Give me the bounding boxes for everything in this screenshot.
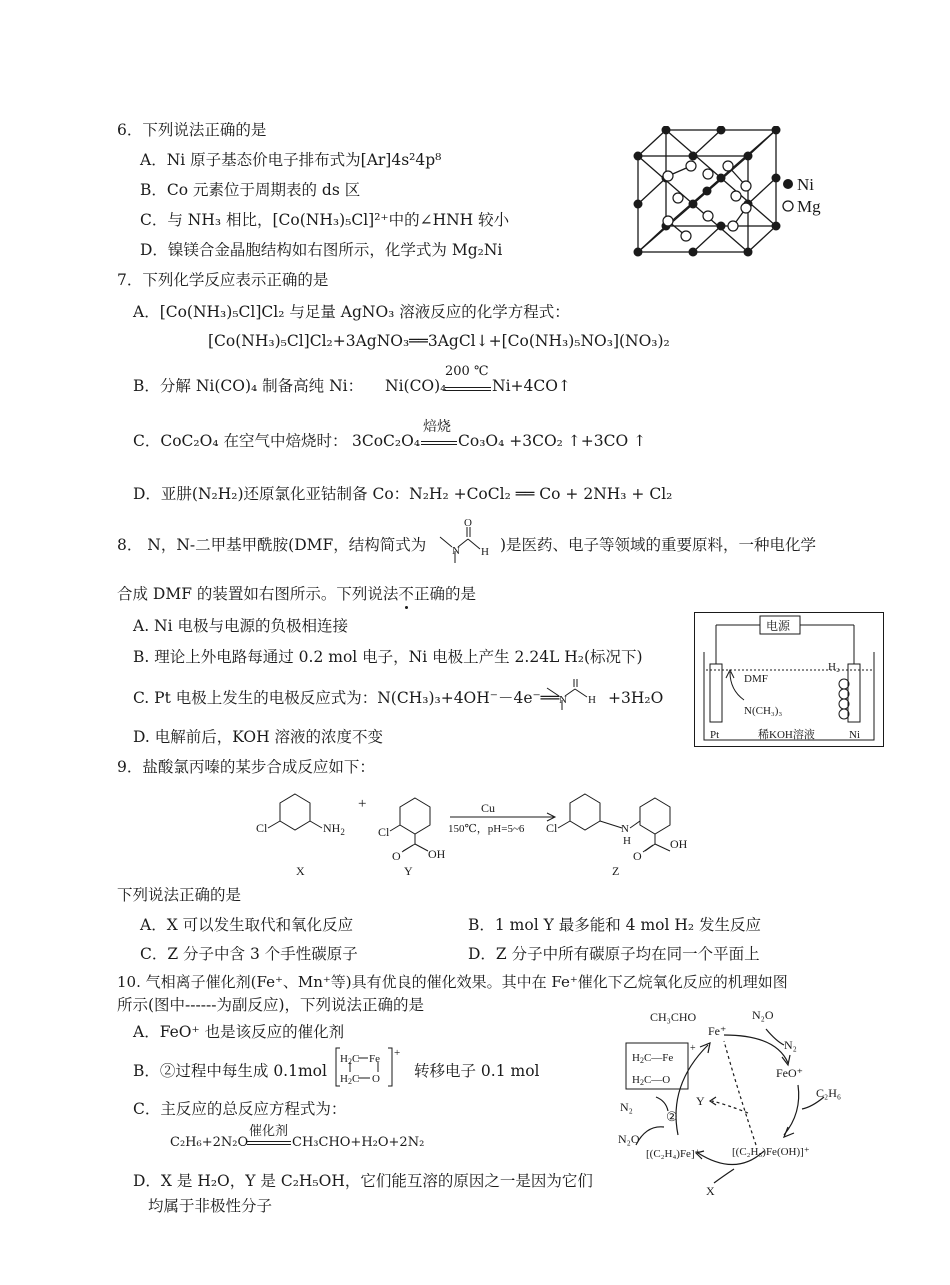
q7-option-d: D．亚肼(N₂H₂)还原氯化亚钴制备 Co：N₂H₂ +CoCl₂ ══ Co + 2NH₃ + Cl₂ xyxy=(133,485,673,503)
q9-option-b: B．1 mol Y 最多能和 4 mol H₂ 发生反应 xyxy=(468,916,762,934)
q7-option-c-arrow xyxy=(421,441,457,445)
q6-option-c: C．与 NH₃ 相比，[Co(NH₃)₅Cl]²⁺中的∠HNH 较小 xyxy=(140,211,510,229)
q8-stem2-post: 正确的是 xyxy=(413,585,476,603)
q8-stem-line2 xyxy=(117,584,476,604)
q8-stem2-pre: 合成 DMF 的装置如右图所示。下列说法 xyxy=(117,585,399,603)
n2-right-label: N₂ xyxy=(784,1038,797,1052)
catalyst-label: Cu xyxy=(481,801,496,815)
c2h5feoh-label: [(C₂H₅)Fe(OH)]⁺ xyxy=(732,1146,810,1158)
svg-text:O: O xyxy=(392,849,401,863)
amine-label: N(CH₃)₃ xyxy=(744,705,783,717)
compound-z-label: Z xyxy=(612,864,620,878)
q10-option-a: A．FeO⁺ 也是该反应的催化剂 xyxy=(133,1023,345,1041)
compound-y-label: Y xyxy=(404,864,413,878)
ch3cho-label: CH₃CHO xyxy=(650,1010,697,1024)
q7-option-b-right: Ni+4CO↑ xyxy=(492,377,571,395)
q10-option-c-condition: 催化剂 xyxy=(249,1124,289,1139)
q7-option-a: A．[Co(NH₃)₅Cl]Cl₂ 与足量 AgNO₃ 溶液反应的化学方程式： xyxy=(133,303,570,321)
q10-option-b: B．②过程中每生成 0.1mol xyxy=(133,1062,327,1080)
step-2-label: ② xyxy=(666,1109,678,1124)
q7-option-b-condition: 200 ℃ xyxy=(445,364,489,379)
svg-text:O: O xyxy=(633,849,642,863)
reaction-condition-label: 150℃，pH=5~6 xyxy=(448,823,525,835)
q6-stem: 6．下列说法正确的是 xyxy=(117,121,267,139)
svg-text:OH: OH xyxy=(670,837,688,851)
q9-sub-stem: 下列说法正确的是 xyxy=(117,886,242,904)
q6-option-d: D．镍镁合金晶胞结构如右图所示，化学式为 Mg₂Ni xyxy=(140,241,503,259)
q7-stem: 7．下列化学反应表示正确的是 xyxy=(117,271,329,289)
x-label: X xyxy=(706,1184,715,1198)
svg-text:OH: OH xyxy=(428,847,446,861)
q8-option-a: A. Ni 电极与电源的负极相连接 xyxy=(133,617,348,635)
dmf-structure-inline xyxy=(438,515,504,567)
svg-text:H: H xyxy=(481,546,489,558)
feo-ion-label: FeO⁺ xyxy=(776,1066,803,1080)
q6-option-a: A．Ni 原子基态价电子排布式为[Ar]4s²4p⁸ xyxy=(140,151,442,169)
svg-text:Fe: Fe xyxy=(369,1053,380,1065)
q7-option-b-arrow xyxy=(445,387,491,391)
c2h4fe-label: [(C₂H₄)Fe]⁺ xyxy=(646,1148,701,1160)
h2-label: H₂ xyxy=(828,661,840,673)
svg-text:+: + xyxy=(690,1043,696,1054)
q10-option-c-arrow xyxy=(247,1141,291,1145)
n2-left-label: N₂ xyxy=(620,1100,633,1114)
fe-ion-label: Fe⁺ xyxy=(708,1024,727,1038)
q8-option-d: D. 电解前后，KOH 溶液的浓度不变 xyxy=(133,728,384,746)
q8-stem2-emphasis: 不 xyxy=(398,585,414,603)
q9-option-d: D．Z 分子中所有碳原子均在同一个平面上 xyxy=(468,945,760,963)
svg-text:N: N xyxy=(452,545,460,557)
legend-mg-label: Mg xyxy=(797,197,821,216)
q8-stem: 8． N，N-二甲基甲酰胺(DMF，结构简式为 xyxy=(117,536,427,554)
q7-option-c-right: Co₃O₄ +3CO₂ ↑+3CO ↑ xyxy=(458,432,647,450)
crystal-cell-figure xyxy=(628,126,843,260)
metallacycle-structure-inline xyxy=(332,1044,404,1090)
q10-stem-line1: 10. 气相离子催化剂(Fe⁺、Mn⁺等)具有优良的催化效果。其中在 Fe⁺催化下乙烷氧化反应的机理如图 xyxy=(117,973,788,991)
svg-text:H: H xyxy=(623,835,631,847)
dmf-structure-option-c xyxy=(545,674,609,714)
q10-option-c-right: CH₃CHO+H₂O+2N₂ xyxy=(292,1135,425,1150)
q7-option-c-condition: 焙烧 xyxy=(423,419,451,435)
q10-option-c-left: C₂H₆+2N₂O xyxy=(170,1135,249,1150)
q7-option-b: B．分解 Ni(CO)₄ 制备高纯 Ni： xyxy=(133,377,364,395)
svg-text:NH2: $NH_2$ xyxy=(323,821,345,837)
n2o-top-label: N₂O xyxy=(752,1008,774,1022)
q10-option-d-line1: D．X 是 H₂O，Y 是 C₂H₅OH，它们能互溶的原因之一是因为它们 xyxy=(133,1172,593,1190)
svg-text:H2C—O: H2C—O xyxy=(632,1074,671,1087)
compound-x-label: X xyxy=(296,864,305,878)
svg-text:Cl: Cl xyxy=(256,821,268,835)
catalytic-cycle-figure xyxy=(616,1005,856,1205)
c2h6-label: C₂H₆ xyxy=(816,1086,842,1100)
n2o-left-label: N₂O xyxy=(618,1132,640,1146)
q9-option-a: A．X 可以发生取代和氧化反应 xyxy=(140,916,354,934)
q8-option-c: C. Pt 电极上发生的电极反应式为：N(CH₃)₃+4OH⁻－4e⁻══ xyxy=(133,689,560,707)
svg-text:O: O xyxy=(464,517,472,529)
svg-text:N: N xyxy=(559,694,567,706)
synthesis-scheme-figure xyxy=(250,784,710,884)
legend-ni-label: Ni xyxy=(797,175,814,194)
svg-text:Cl: Cl xyxy=(546,821,558,835)
q7-option-a-equation: [Co(NH₃)₅Cl]Cl₂+3AgNO₃══3AgCl↓+[Co(NH₃)₅NO₃](NO₃)₂ xyxy=(208,332,670,350)
q8-stem-continued: )是医药、电子等领域的重要原料，一种电化学 xyxy=(500,536,817,554)
dmf-label: DMF xyxy=(744,673,768,685)
power-source-label: 电源 xyxy=(766,619,791,633)
q10-option-d-line2: 均属于非极性分子 xyxy=(148,1197,273,1215)
ni-electrode-label: Ni xyxy=(849,729,860,741)
svg-text:+: + xyxy=(394,1047,401,1059)
pt-electrode-label: Pt xyxy=(710,729,720,741)
y-label: Y xyxy=(696,1094,705,1108)
svg-text:N: N xyxy=(621,823,629,835)
q7-option-c-left: 3CoC₂O₄ xyxy=(352,432,421,450)
q10-option-b-tail: 转移电子 0.1 mol xyxy=(414,1062,540,1080)
svg-text:H2C: H2C xyxy=(340,1073,360,1086)
q9-option-c: C．Z 分子中含 3 个手性碳原子 xyxy=(140,945,358,963)
svg-text:H: H xyxy=(588,694,596,706)
q9-stem: 9．盐酸氯丙嗪的某步合成反应如下： xyxy=(117,758,375,776)
svg-text:H2C—Fe: H2C—Fe xyxy=(632,1052,674,1065)
q6-option-b: B．Co 元素位于周期表的 ds 区 xyxy=(140,181,361,199)
q7-option-c: C．CoC₂O₄ 在空气中焙烧时： xyxy=(133,432,348,450)
q10-option-c: C．主反应的总反应方程式为： xyxy=(133,1100,347,1118)
svg-text:H2C: H2C xyxy=(340,1053,360,1066)
q10-stem-line2: 所示(图中------为副反应)，下列说法正确的是 xyxy=(117,996,425,1014)
svg-text:Cl: Cl xyxy=(378,825,390,839)
q8-option-b: B. 理论上外电路每通过 0.2 mol 电子，Ni 电极上产生 2.24L H₂(标况下) xyxy=(133,648,643,666)
koh-solution-label: 稀KOH溶液 xyxy=(758,729,815,741)
electrolysis-cell-figure xyxy=(694,612,884,747)
q7-option-b-left: Ni(CO)₄ xyxy=(385,377,447,395)
svg-text:O: O xyxy=(372,1073,380,1085)
q8-option-c-tail: +3H₂O xyxy=(608,689,664,707)
plus-sign: + xyxy=(358,796,367,812)
